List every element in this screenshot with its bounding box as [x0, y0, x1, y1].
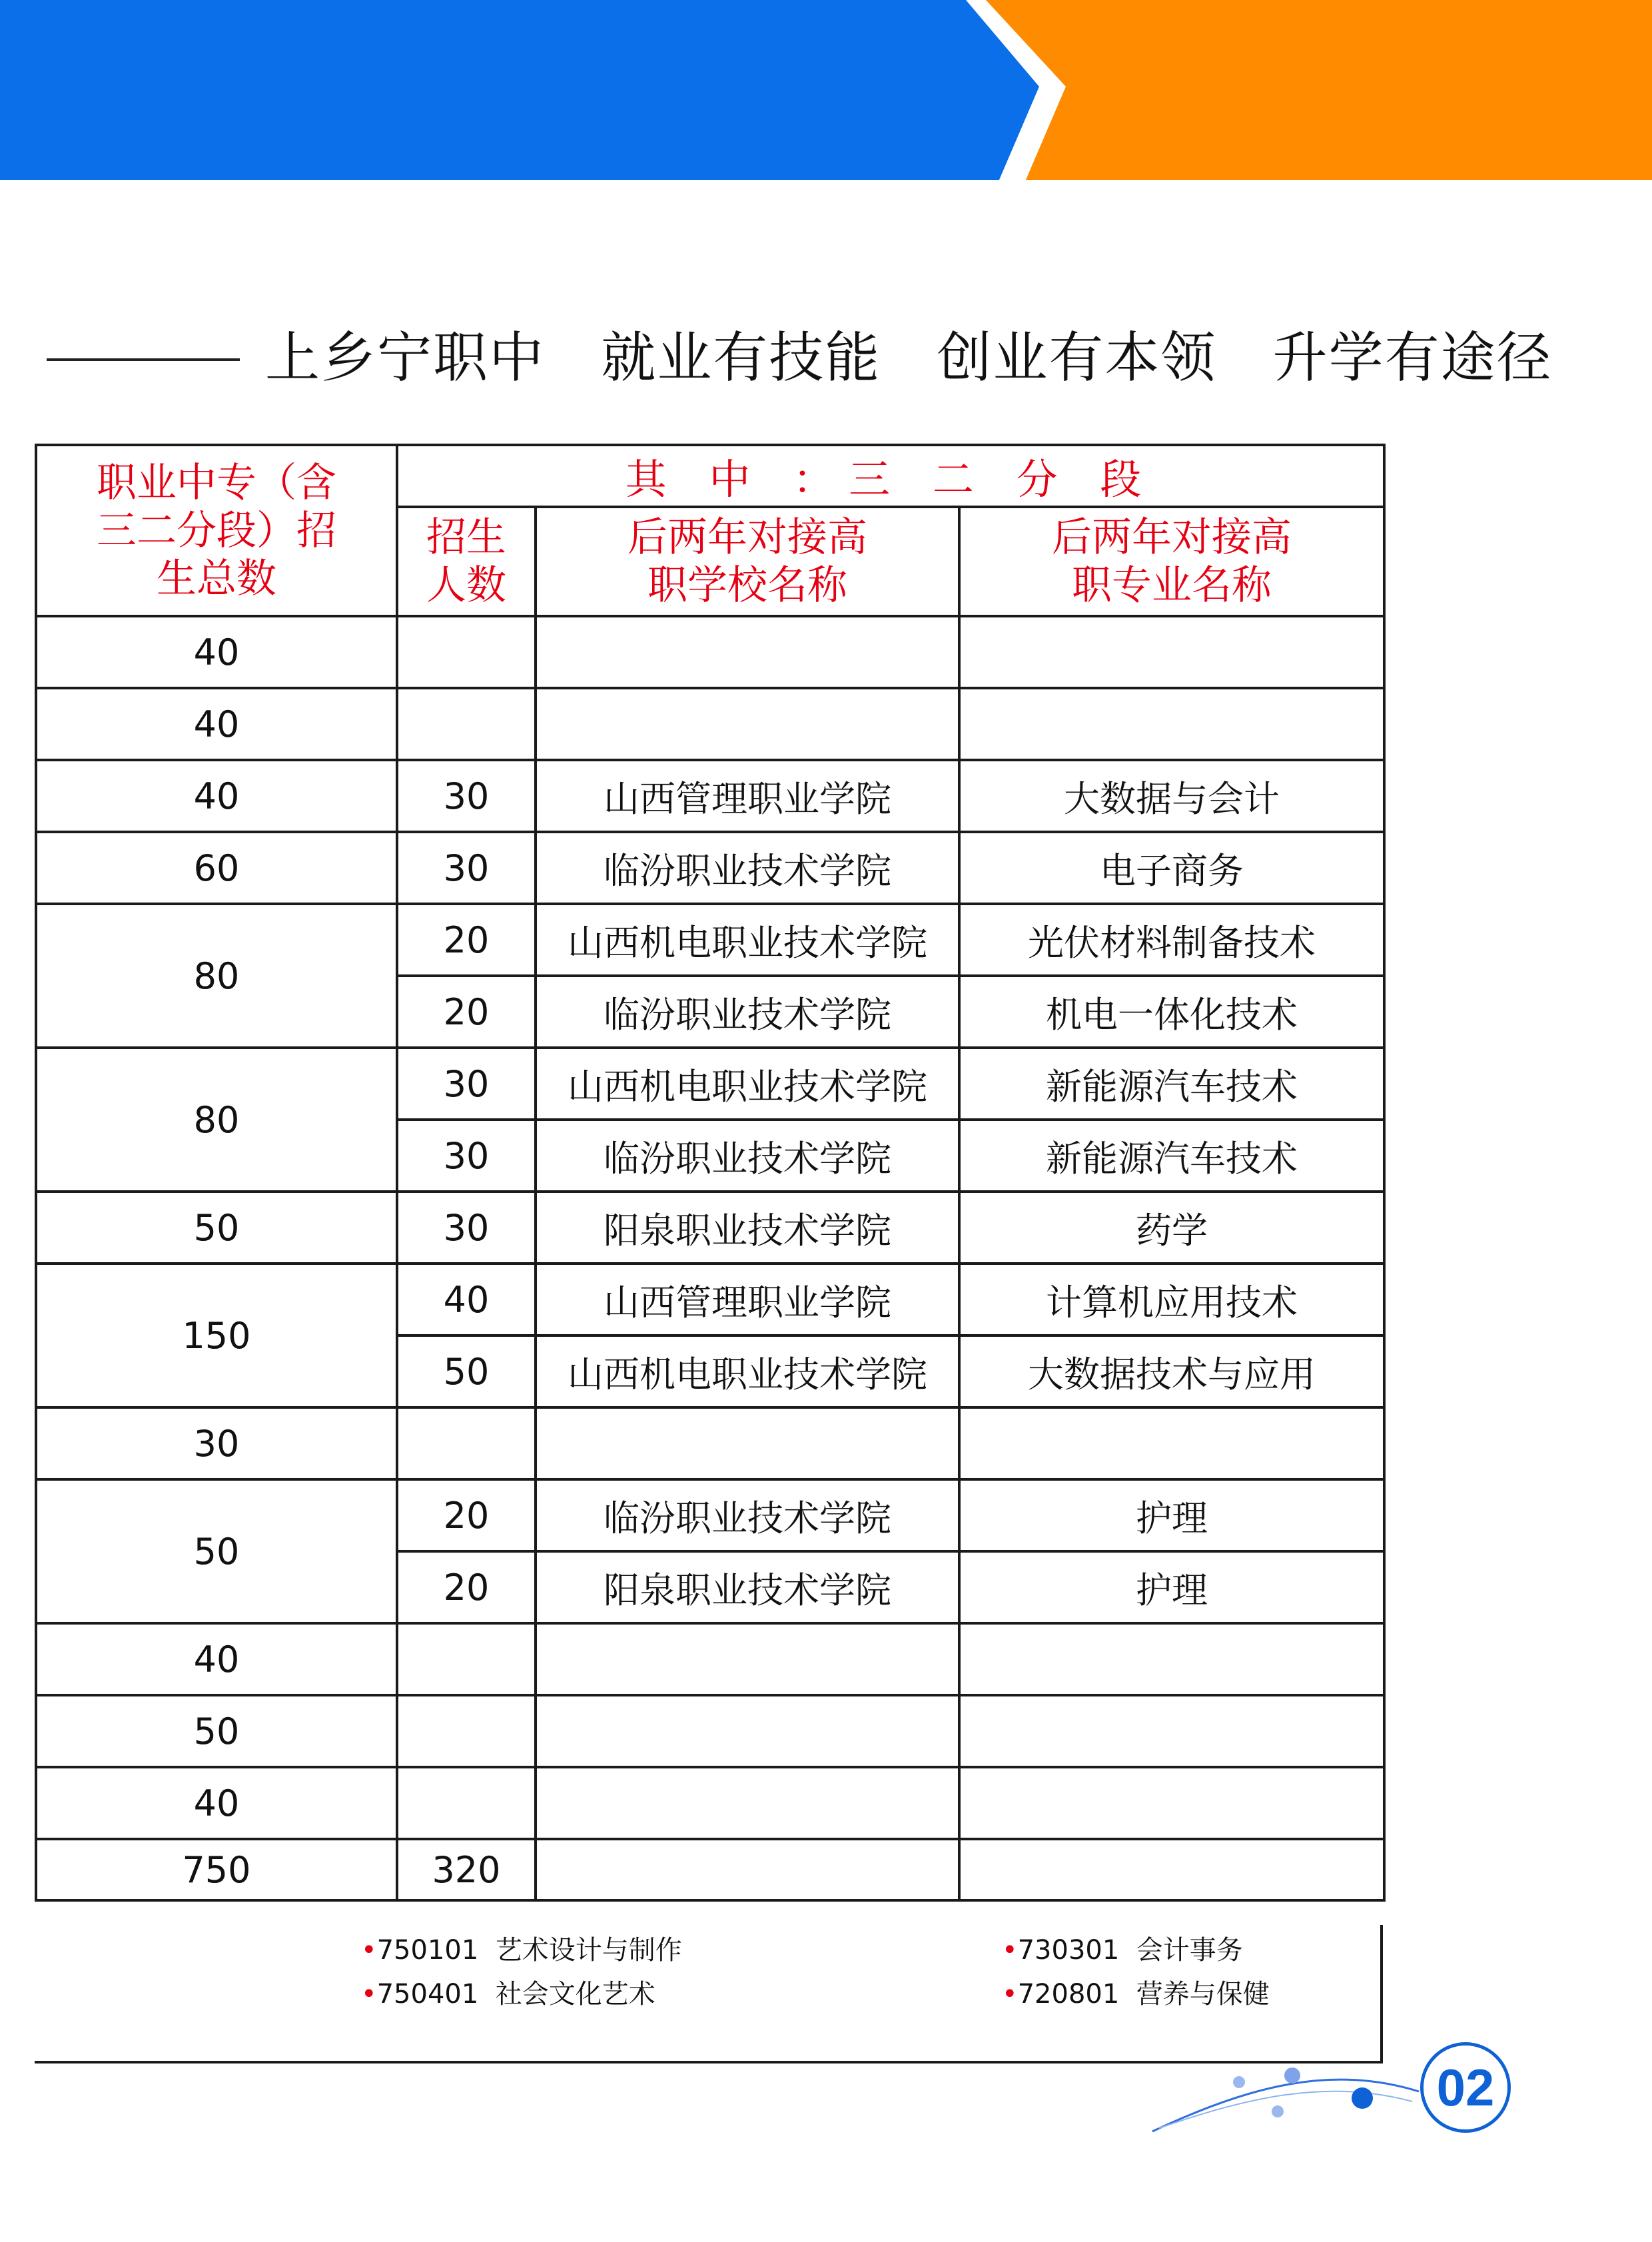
- cell-major: 大数据技术与应用: [959, 1335, 1384, 1407]
- cell-count: 20: [397, 1551, 536, 1623]
- cell-count: [397, 616, 536, 688]
- table-row: [36, 1192, 1384, 1264]
- cell-major: 护理: [959, 1479, 1384, 1551]
- cell-count: 50: [397, 1335, 536, 1407]
- cell-count: 320: [397, 1839, 536, 1900]
- cell-school: [536, 1839, 959, 1900]
- header-school-col: 后两年对接高职学校名称: [536, 507, 959, 616]
- header-major-col: 后两年对接高职专业名称: [959, 507, 1384, 616]
- note-text: 750101 艺术设计与制作: [376, 1935, 682, 1966]
- banner-blue-band: [0, 0, 1039, 180]
- table-row: [36, 1407, 1384, 1479]
- cell-total: 50: [36, 1192, 397, 1264]
- cell-school: [536, 1767, 959, 1839]
- slogan-dash-line: [47, 358, 240, 361]
- cell-count: 30: [397, 1120, 536, 1192]
- table-row: [36, 1479, 1384, 1551]
- cell-count: [397, 1767, 536, 1839]
- cell-major: [959, 1623, 1384, 1695]
- cell-total: 80: [36, 1048, 397, 1192]
- cell-major: [959, 616, 1384, 688]
- note-item: [361, 1974, 655, 2014]
- cell-count: [397, 1695, 536, 1767]
- note-bullet: •: [361, 1979, 377, 2010]
- cell-total: 80: [36, 904, 397, 1048]
- cell-major: [959, 1695, 1384, 1767]
- table-row: [36, 760, 1384, 832]
- swoosh-curve-2: [1159, 2091, 1412, 2128]
- header-count-col: 招生人数: [397, 507, 536, 616]
- cell-school: 临汾职业技术学院: [536, 1479, 959, 1551]
- cell-major: 新能源汽车技术: [959, 1048, 1384, 1120]
- cell-school: 山西管理职业学院: [536, 760, 959, 832]
- note-item: [361, 1930, 682, 1970]
- cell-school: 山西机电职业技术学院: [536, 1335, 959, 1407]
- cell-total: 40: [36, 616, 397, 688]
- cell-count: [397, 1623, 536, 1695]
- swoosh-dot: [1352, 2087, 1373, 2109]
- cell-major: 电子商务: [959, 832, 1384, 904]
- header-group-title: 其 中 ：三 二 分 段: [397, 445, 1384, 507]
- cell-school: 山西管理职业学院: [536, 1264, 959, 1335]
- table-row: [36, 688, 1384, 760]
- slogan-text: 上乡宁职中 就业有技能 创业有本领 升学有途径: [265, 326, 1553, 390]
- cell-total: 50: [36, 1479, 397, 1623]
- cell-major: [959, 688, 1384, 760]
- cell-major: [959, 1767, 1384, 1839]
- cell-count: [397, 1407, 536, 1479]
- cell-total: 60: [36, 832, 397, 904]
- table-row: [36, 616, 1384, 688]
- cell-total: 750: [36, 1839, 397, 1900]
- header-row-1: [36, 445, 1384, 507]
- cell-school: 阳泉职业技术学院: [536, 1192, 959, 1264]
- cell-total: 150: [36, 1264, 397, 1407]
- cell-major: [959, 1407, 1384, 1479]
- cell-count: 20: [397, 976, 536, 1048]
- page-number: 02: [1420, 2042, 1511, 2133]
- swoosh-dot: [1284, 2067, 1300, 2083]
- note-bullet: •: [361, 1935, 377, 1966]
- cell-total: 40: [36, 760, 397, 832]
- cell-major: 大数据与会计: [959, 760, 1384, 832]
- cell-major: 机电一体化技术: [959, 976, 1384, 1048]
- header-total-col: 职业中专（含三二分段）招生总数: [36, 445, 397, 616]
- cell-major: 新能源汽车技术: [959, 1120, 1384, 1192]
- cell-school: 临汾职业技术学院: [536, 976, 959, 1048]
- note-bullet: •: [1002, 1935, 1018, 1966]
- table-row: [36, 832, 1384, 904]
- note-item: [1002, 1974, 1270, 2014]
- table-row: [36, 1264, 1384, 1335]
- cell-school: 山西机电职业技术学院: [536, 904, 959, 976]
- cell-major: [959, 1839, 1384, 1900]
- cell-count: 30: [397, 760, 536, 832]
- note-text: 720801 营养与保健: [1017, 1979, 1270, 2010]
- note-item: [1002, 1930, 1243, 1970]
- cell-school: [536, 616, 959, 688]
- note-text: 750401 社会文化艺术: [376, 1979, 655, 2010]
- table-row: [36, 1839, 1384, 1900]
- table-row: [36, 1767, 1384, 1839]
- cell-school: 山西机电职业技术学院: [536, 1048, 959, 1120]
- cell-count: 30: [397, 1048, 536, 1120]
- cell-school: [536, 1695, 959, 1767]
- top-banner: [0, 0, 1652, 180]
- cell-count: 20: [397, 1479, 536, 1551]
- cell-school: [536, 1623, 959, 1695]
- cell-school: [536, 688, 959, 760]
- cell-major: 药学: [959, 1192, 1384, 1264]
- swoosh-dot: [1272, 2105, 1284, 2117]
- cell-school: [536, 1407, 959, 1479]
- cell-total: 50: [36, 1695, 397, 1767]
- enrollment-table-container: [35, 444, 1383, 1902]
- table-row: [36, 1695, 1384, 1767]
- enrollment-table: [35, 444, 1386, 1902]
- cell-school: 临汾职业技术学院: [536, 832, 959, 904]
- note-text: 730301 会计事务: [1017, 1935, 1243, 1966]
- cell-total: 40: [36, 1623, 397, 1695]
- cell-school: 临汾职业技术学院: [536, 1120, 959, 1192]
- table-row: [36, 1048, 1384, 1120]
- swoosh-curve: [1152, 2079, 1419, 2131]
- cell-school: 阳泉职业技术学院: [536, 1551, 959, 1623]
- cell-major: 护理: [959, 1551, 1384, 1623]
- swoosh-dot: [1233, 2076, 1245, 2088]
- cell-count: [397, 688, 536, 760]
- table-row: [36, 904, 1384, 976]
- banner-orange-band: [986, 0, 1652, 180]
- note-bullet: •: [1002, 1979, 1018, 2010]
- cell-major: 计算机应用技术: [959, 1264, 1384, 1335]
- cell-total: 40: [36, 1767, 397, 1839]
- cell-total: 40: [36, 688, 397, 760]
- cell-count: 40: [397, 1264, 536, 1335]
- cell-total: 30: [36, 1407, 397, 1479]
- cell-count: 30: [397, 1192, 536, 1264]
- cell-count: 20: [397, 904, 536, 976]
- table-row: [36, 1623, 1384, 1695]
- cell-major: 光伏材料制备技术: [959, 904, 1384, 976]
- cell-count: 30: [397, 832, 536, 904]
- slogan-row: [47, 318, 1553, 398]
